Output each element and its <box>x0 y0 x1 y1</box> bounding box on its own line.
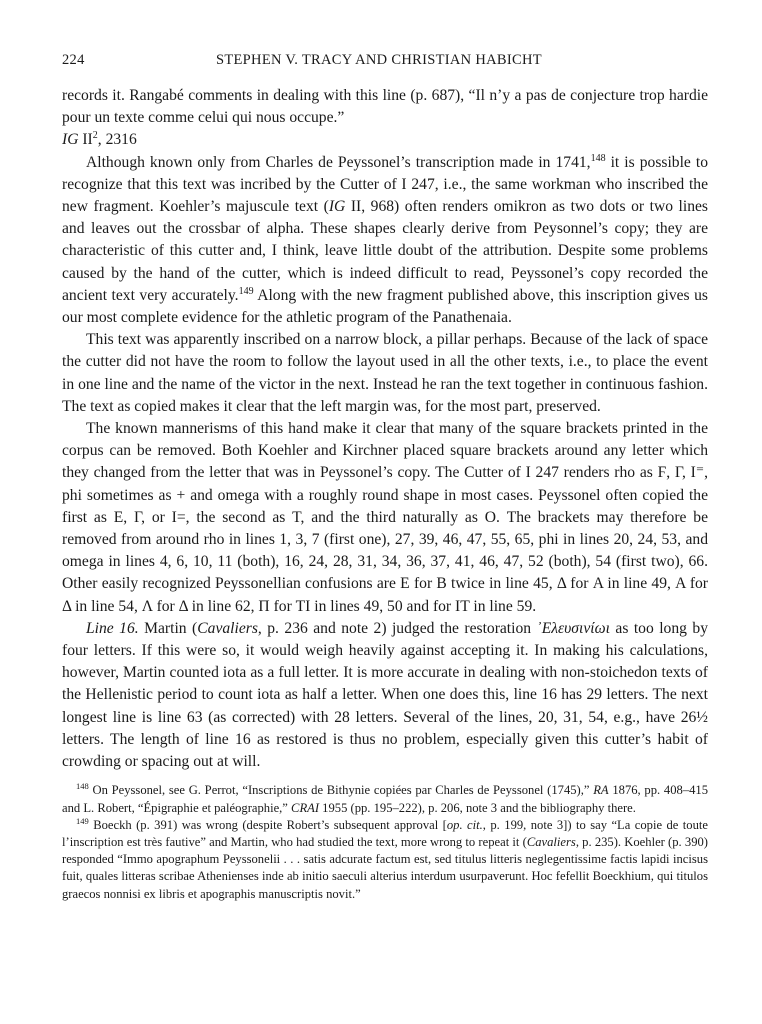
paragraph-1: Although known only from Charles de Peyssonel’s transcription made in 1741,$^{148}$ it is possible to recognize that this text was incribed by the Cutter of I 247, i.e., the same workman who inscribed the new fragment. Koehler’s majuscule text (IG II, 968) often renders omikron as two dots or two lines and leaves out the crossbar of alpha. These shapes clearly derive from Peysonnel’s copy; they are characteristic of this cutter and, I think, leave little doubt of the attribution. Despite some problems caused by the hand of the cutter, which is indeed difficult to read, Peyssonel’s copy recorded the ancient text very accurately.$^{149}$ Along with the new fragment published above, this inscription gives us our most complete evidence for the athletic program of the Panathenaia. <box>62 152 708 327</box>
paragraph-continuation: records it. Rangabé comments in dealing with this line (p. 687), “Il n’y a pas de conjecture trop hardie pour un texte comme celui qui nous occupe.” <box>62 87 708 127</box>
paragraph-2: This text was apparently inscribed on a narrow block, a pillar perhaps. Because of the lack of space the cutter did not have the room to follow the layout used in all the other texts, i.e., to place the event in one line and the name of the victor in the next. Instead he ran the text together in continuous fashion. The text as copied makes it clear that the left margin was, for the most part, preserved. <box>62 331 708 415</box>
footnote-148: $^{148}$ On Peyssonel, see G. Perrot, “Inscriptions de Bithynie copiées par Charles de Peyssonel (1745),” RA 1876, pp. 408–415 and L. Robert, “Épigraphie et paléographie,” CRAI 1955 (pp. 195–222), p. 206, note 3 and the bibliography there. <box>62 781 708 815</box>
footnote-ref-149[interactable]: 149 <box>238 285 254 297</box>
page-number: 224 <box>62 52 85 68</box>
footnotes <box>62 782 708 902</box>
paragraph-3: The known mannerisms of this hand make it clear that many of the square brackets printed in the corpus can be removed. Both Koehler and Kirchner placed square brackets around any letter which they changed from the letter that was in Peyssonel’s copy. The Cutter of I 247 renders rho as Ϝ, Γ, Ι⁼, phi sometimes as + and omega with a roughly round shape in most cases. Peyssonel often copied the first as Ε, Γ, or Ι=, the second as Τ, and the third naturally as Ο. The brackets may therefore be removed from around rho in lines 1, 3, 7 (first one), 27, 39, 46, 47, 55, 65, phi in lines 20, 24, 53, and omega in lines 4, 6, 10, 11 (both), 16, 24, 28, 31, 34, 36, 37, 41, 46, 47, 52 (both), 54 (first two), 66. Other easily recognized Peyssonellian confusions are Ε for Β twice in line 45, Δ for Α in line 49, Α for Δ in line 54, Λ for Δ in line 62, Π for ΤΙ in lines 49, 50 and for ΙΤ in line 59. <box>62 420 708 615</box>
footnote-149: $^{149}$ Boeckh (p. 391) was wrong (despite Robert’s subsequent approval [op. cit., p. 199, note 3]) to say “La copie de toute l’inscription est très fautive” and Martin, who had studied the text, more wrong to repeat it (Cavaliers, p. 235). Koehler (p. 390) responded “Immo apographum Peyssonelii . . . satis adcurate factum est, sed titulus litteris neglegentissime factis lapidi incisus fuit, quales litteras scribae Athenienses inde ab initio saeculi alterius interdum usurpaverunt. Hoc fefellit Boeckhium, qui titulos graecos nonnisi ex libris et apographis manuscriptis novit.” <box>62 815 709 901</box>
running-header <box>62 52 708 69</box>
section-heading: IG $II^2$, 2316 <box>62 130 137 149</box>
running-head: STEPHEN V. TRACY AND CHRISTIAN HABICHT <box>216 52 542 68</box>
footnote-ref-148[interactable]: 148 <box>590 152 606 164</box>
paragraph-4: Line 16. Martin (Cavaliers, p. 236 and note 2) judged the restoration ᾿Ελευσινίωι as too long by four letters. If this were so, it would weigh heavily against accepting it. In making his calculations, however, Martin counted iota as a full letter. It is more accurate in dealing with non-stoichedon texts of the Hellenistic period to count iota as half a letter. When one does this, line 16 has 29 letters. The next longest line is line 63 (as corrected) with 28 letters. Several of the lines, 20, 31, 54, e.g., have 26½ letters. The length of line 16 as restored is thus no problem, especially given this cutter’s habit of crowding or spacing out at will. <box>62 619 709 771</box>
page <box>62 52 708 903</box>
